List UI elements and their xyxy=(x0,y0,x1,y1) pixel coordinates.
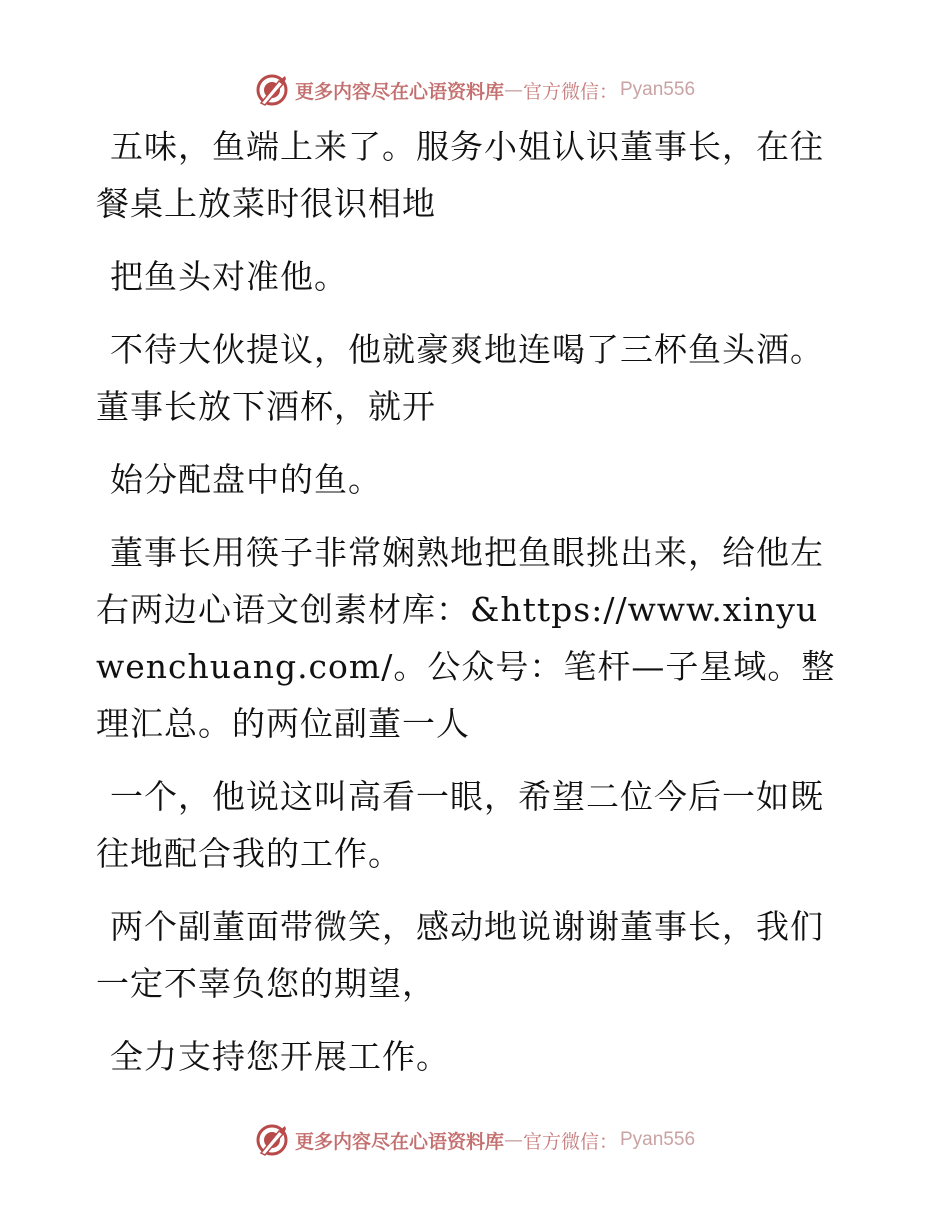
pen-logo-icon xyxy=(255,1123,289,1157)
watermark-account: Pyan556 xyxy=(620,79,696,100)
paragraph-7: 两个副董面带微笑，感动地说谢谢董事长，我们一定不辜负您的期望， xyxy=(96,907,824,1003)
watermark-label: 官方微信： xyxy=(522,1130,618,1153)
document-body xyxy=(96,118,836,1101)
paragraph-1: 五味，鱼端上来了。服务小姐认识董事长，在往餐桌上放菜时很识相地 xyxy=(96,127,824,223)
pen-logo-icon xyxy=(255,73,289,107)
paragraph-8: 全力支持您开展工作。 xyxy=(110,1037,450,1076)
paragraph-5: 董事长用筷子非常娴熟地把鱼眼挑出来，给他左右两边心语文创素材库：&https://www.xinyuwenchuang.com/。公众号：笔杆—子星域。整理汇总。的两位副董一人 xyxy=(96,533,836,743)
paragraph-2: 把鱼头对准他。 xyxy=(110,257,348,296)
footer-watermark xyxy=(0,1120,950,1160)
paragraph-6: 一个，他说这叫高看一眼，希望二位今后一如既往地配合我的工作。 xyxy=(96,777,824,873)
watermark-account: Pyan556 xyxy=(620,1129,696,1150)
watermark-label: 官方微信： xyxy=(522,80,618,103)
watermark-separator: — xyxy=(503,1129,523,1151)
watermark-text: 更多内容尽在心语资料库 xyxy=(294,80,504,103)
paragraph-4: 始分配盘中的鱼。 xyxy=(110,460,382,499)
paragraph-3: 不待大伙提议，他就豪爽地连喝了三杯鱼头酒。董事长放下酒杯，就开 xyxy=(96,330,824,426)
header-watermark xyxy=(0,70,950,110)
watermark-separator: — xyxy=(503,79,523,101)
watermark-text: 更多内容尽在心语资料库 xyxy=(294,1130,504,1153)
